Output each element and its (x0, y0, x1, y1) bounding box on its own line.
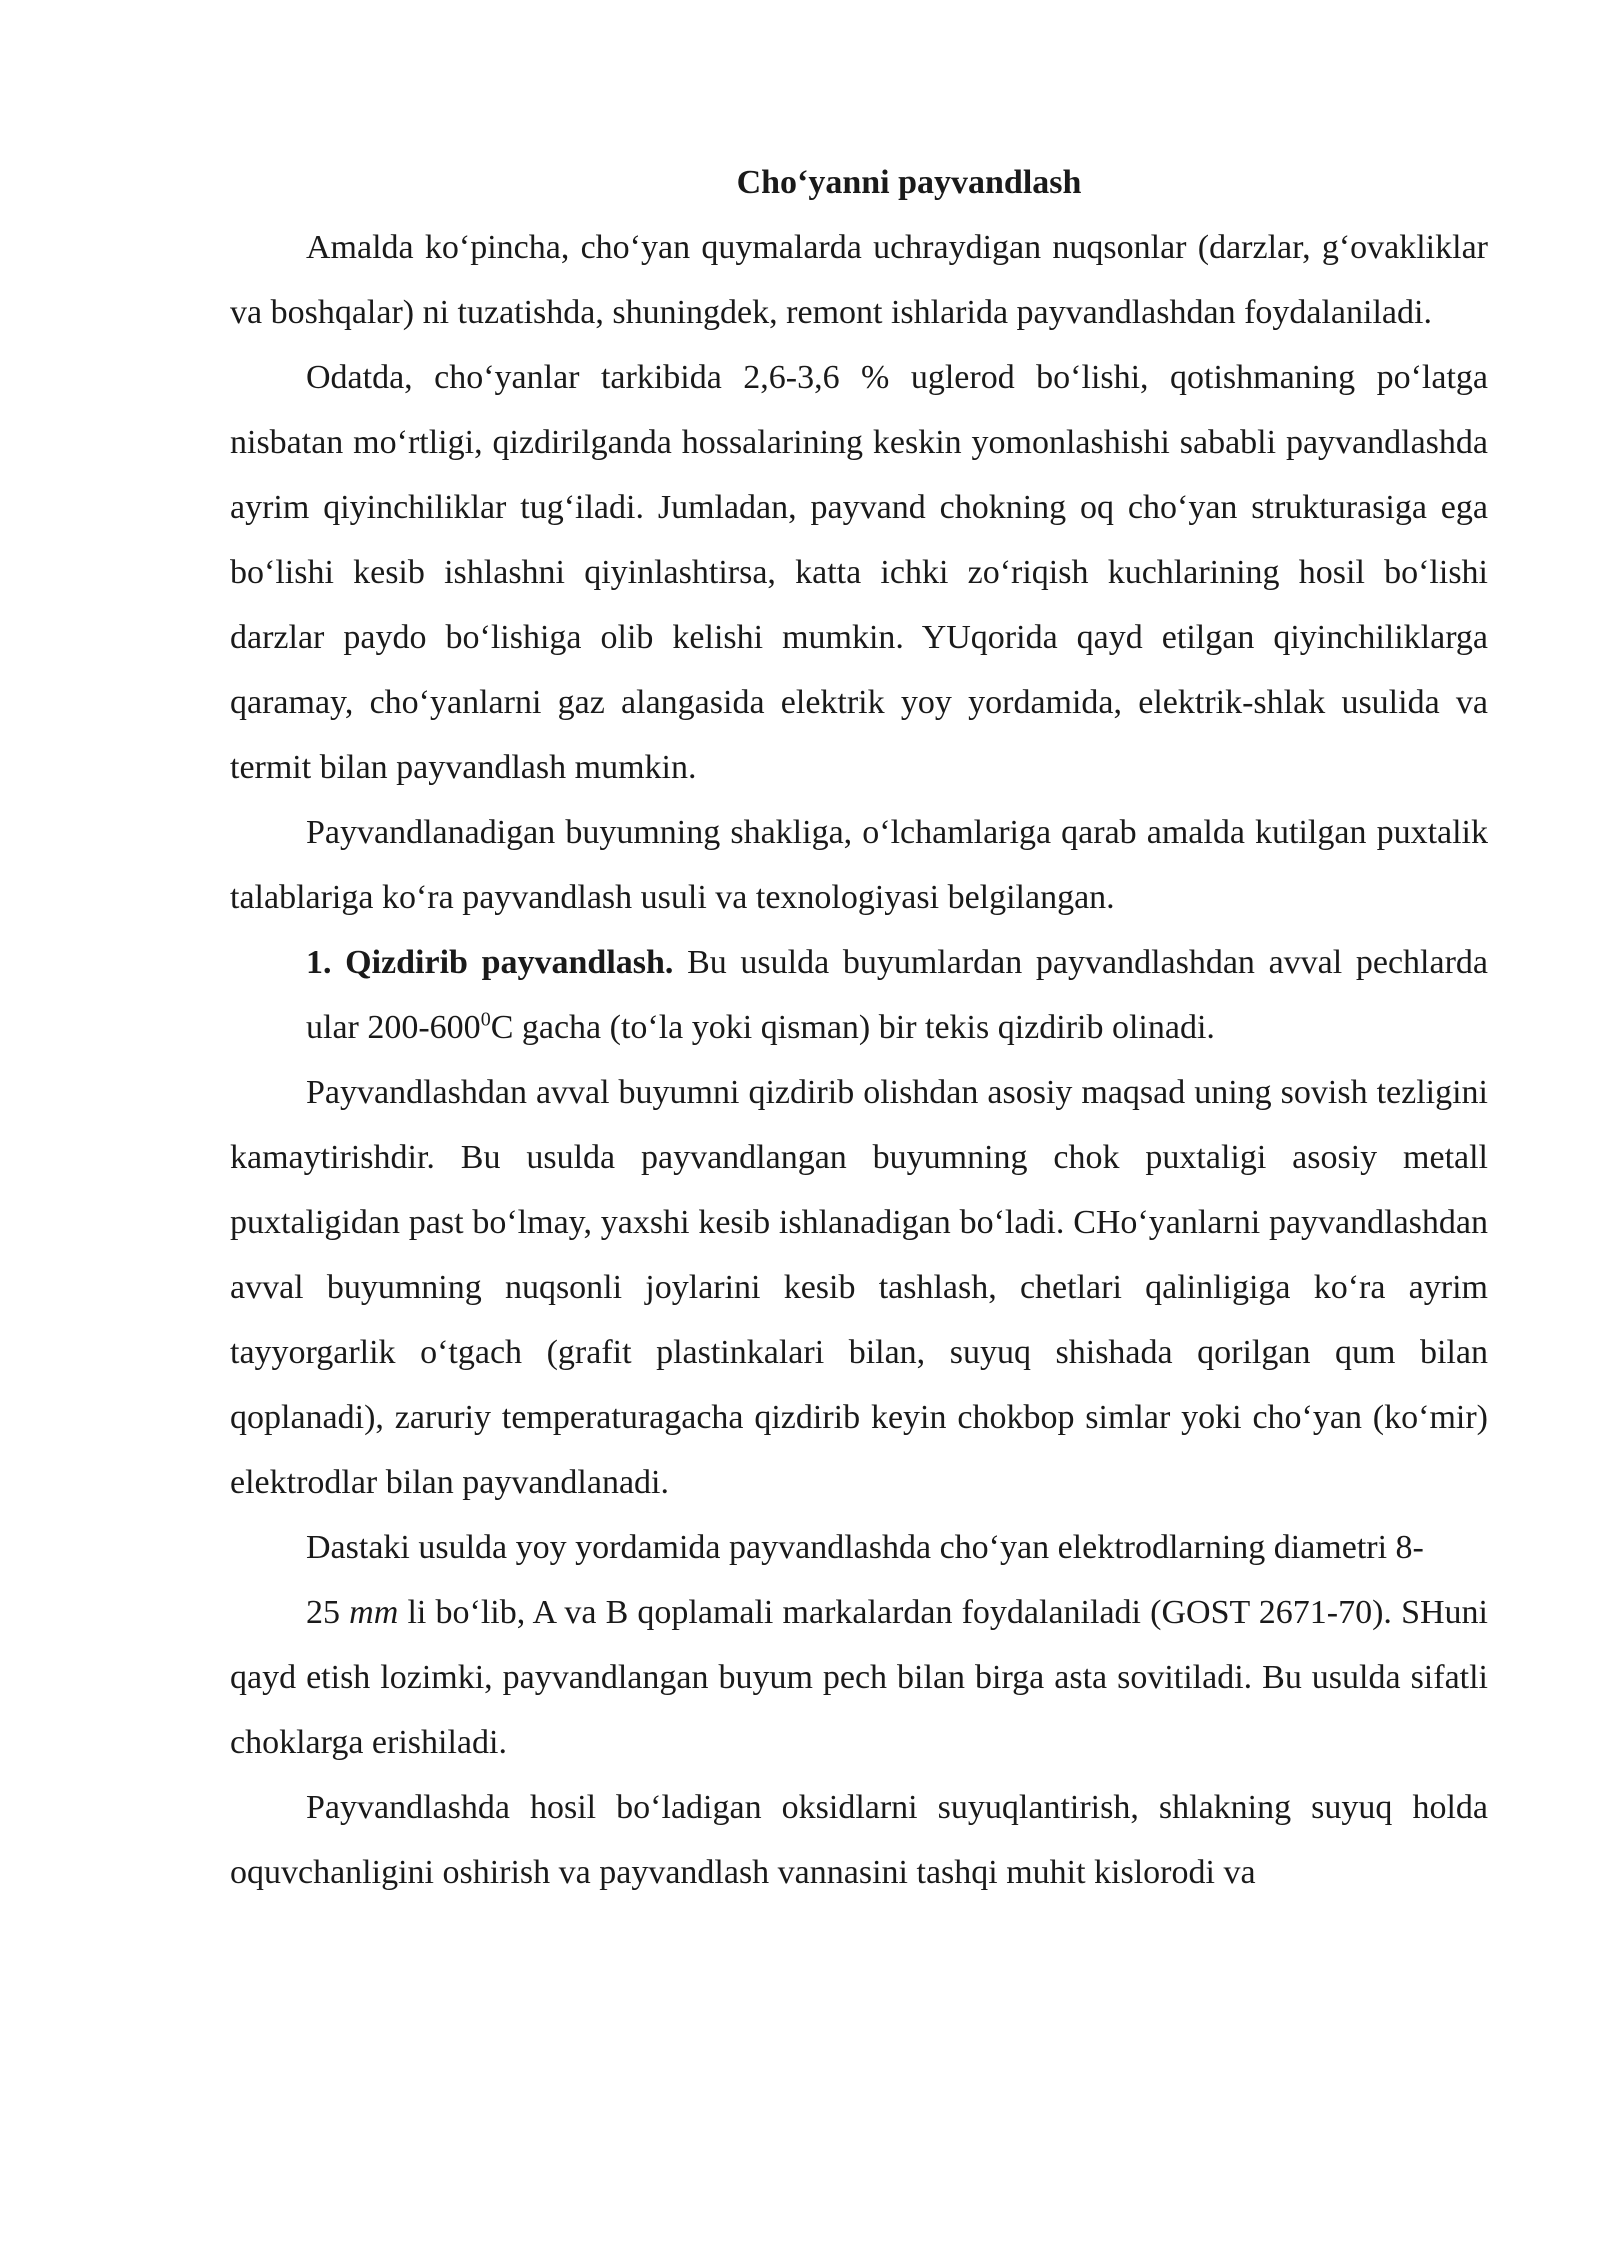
document-title: Cho‘yanni payvandlash (736, 164, 1082, 201)
preheat-text-b: C gacha (to‘la yoki qisman) bir tekis qizdirib olinadi. (490, 1009, 1215, 1046)
paragraph-manual-arc: Dastaki usulda yoy yordamida payvandlashda cho‘yan elektrodlarning diametri 8- (306, 1529, 1424, 1566)
paragraph-preheat-purpose: Payvandlashdan avval buyumni qizdirib olishdan asosiy maqsad uning sovish tezligini kamaytirishdir. Bu usulda payvandlangan buyumning chok puxtaligi asosiy metall puxtaligidan past bo‘lmay, yaxshi kesib ishlanadigan bo‘ladi. CHo‘yanlarni payvandlashdan avval buyumning nuqsonli joylarini kesib tashlash, chetlari qalinligiga ko‘ra ayrim tayyorgarlik o‘tgach (grafit plastinkalari bilan, suyuq shishada qorilgan qum bilan qoplanadi), zaruriy temperaturagacha qizdirib keyin chokbop simlar yoki cho‘yan (ko‘mir) elektrodlar bilan payvandlanadi. (230, 1074, 1488, 1501)
electrode-size: 25 (306, 1594, 350, 1631)
paragraph-difficulties: Odatda, cho‘yanlar tarkibida 2,6-3,6 % uglerod bo‘lishi, qotishmaning po‘latga nisbatan mo‘rtligi, qizdirilganda hossalarining keskin yomonlashishi sababli payvandlashda ayrim qiyinchiliklar tug‘iladi. Jumladan, payvand chokning oq cho‘yan strukturasiga ega bo‘lishi kesib ishlashni qiyinlashtirsa, katta ichki zo‘riqish kuchlarining hosil bo‘lishi darzlar paydo bo‘lishiga olib kelishi mumkin. YUqorida qayd etilgan qiyinchiliklarga qaramay, cho‘yanlarni gaz alangasida elektrik yoy yordamida, elektrik-shlak usulida va termit bilan payvandlash mumkin. (230, 359, 1488, 786)
paragraph-electrode-grades (230, 1580, 1488, 1775)
document-page (230, 150, 1488, 1905)
section-heading-preheat: 1. Qizdirib payvandlash. (306, 944, 674, 981)
electrode-grades-text: li bo‘lib, A va B qoplamali markalardan foydalaniladi (GOST 2671-70). SHuni qayd etish lozimki, payvandlangan buyum pech bilan birga asta sovitiladi. Bu usulda sifatli choklarga erishiladi. (230, 1594, 1489, 1761)
preheat-text-a: Bu usulda buyumlardan payvandlashdan avval pechlarda ular 200-600 (306, 944, 1488, 1046)
paragraph-preheat-welding (230, 930, 1488, 1060)
unit-mm: mm (349, 1594, 399, 1631)
paragraph-method-choice: Payvandlanadigan buyumning shakliga, o‘lchamlariga qarab amalda kutilgan puxtalik talablariga ko‘ra payvandlash usuli va texnologiyasi belgilangan. (230, 814, 1488, 916)
paragraph-oxides: Payvandlashda hosil bo‘ladigan oksidlarni suyuqlantirish, shlakning suyuq holda oquvchanligini oshirish va payvandlash vannasini tashqi muhit kislorodi va (230, 1789, 1488, 1891)
degree-superscript: 0 (480, 1008, 491, 1031)
paragraph-intro: Amalda ko‘pincha, cho‘yan quymalarda uchraydigan nuqsonlar (darzlar, g‘ovakliklar va boshqalar) ni tuzatishda, shuningdek, remont ishlarida payvandlashdan foydalaniladi. (230, 229, 1488, 331)
